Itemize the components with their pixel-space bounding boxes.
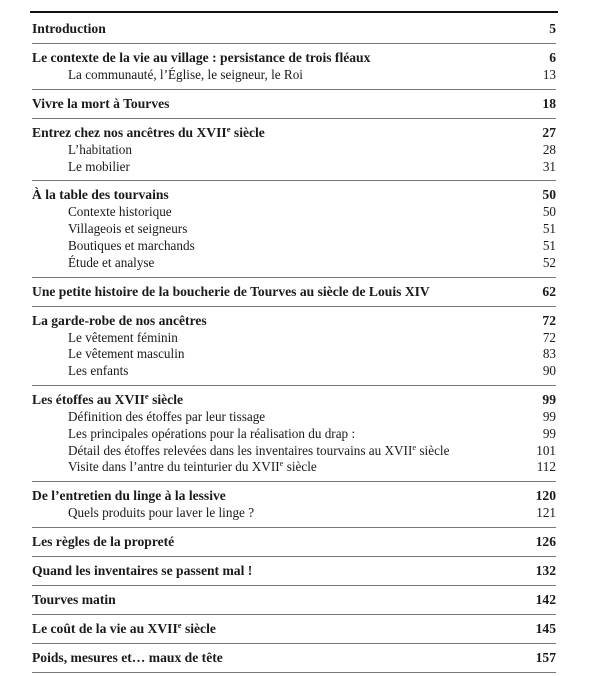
- subsection-title: [68, 204, 535, 221]
- toc-chapter-entry[interactable]: [32, 487, 556, 505]
- toc-subsection-entry[interactable]: [32, 159, 556, 176]
- entry-title-suffix: siècle: [416, 442, 450, 458]
- subsection-page-number: 101: [536, 442, 556, 458]
- toc-section: [32, 589, 556, 615]
- entry-title-text: À la table des tourvains: [32, 187, 169, 203]
- toc-subsection-entry[interactable]: [32, 409, 556, 426]
- toc-chapter-entry[interactable]: [32, 391, 556, 409]
- chapter-page-number: 5: [549, 21, 556, 36]
- toc-section: [32, 47, 556, 90]
- chapter-title: [32, 391, 534, 409]
- entry-title-text: Le vêtement masculin: [68, 346, 185, 362]
- chapter-title: [32, 49, 541, 67]
- chapter-title: [32, 620, 528, 638]
- superscript: e: [279, 458, 284, 469]
- toc-subsection-entry[interactable]: [32, 142, 556, 159]
- toc-subsection-entry[interactable]: [32, 459, 556, 476]
- toc-chapter-entry[interactable]: [32, 312, 556, 330]
- toc-chapter-entry[interactable]: [32, 283, 556, 301]
- toc-chapter-entry[interactable]: [32, 186, 556, 204]
- entry-title-text: Le coût de la vie au XVII: [32, 620, 178, 636]
- subsection-title: [68, 426, 535, 443]
- entry-title-text: Quels produits pour laver le linge ?: [68, 505, 255, 521]
- entry-title-text: Définition des étoffes par leur tissage: [68, 408, 266, 424]
- toc-chapter-entry[interactable]: [32, 562, 556, 580]
- toc-section: [32, 560, 556, 586]
- toc-chapter-entry[interactable]: [32, 49, 556, 67]
- subsection-page-number: 51: [542, 237, 556, 253]
- toc-section: [32, 647, 556, 673]
- subsection-page-number: 52: [542, 254, 556, 270]
- subsection-page-number: 51: [542, 221, 556, 237]
- subsection-title: [68, 159, 535, 176]
- chapter-page-number: 132: [535, 562, 556, 578]
- entry-title-text: Étude et analyse: [68, 254, 155, 270]
- toc-subsection-entry[interactable]: [32, 346, 556, 363]
- chapter-title: [32, 20, 541, 38]
- toc-section: [32, 389, 556, 482]
- chapter-page-number: 72: [542, 312, 556, 328]
- table-of-contents: [32, 18, 556, 676]
- toc-subsection-entry[interactable]: [32, 238, 556, 255]
- chapter-title: [32, 487, 528, 505]
- entry-title-text: Le mobilier: [68, 158, 130, 174]
- entry-title-text: Poids, mesures et… maux de tête: [32, 649, 223, 665]
- subsection-title: [68, 443, 528, 460]
- toc-subsection-entry[interactable]: [32, 204, 556, 221]
- toc-chapter-entry[interactable]: [32, 649, 556, 667]
- subsection-page-number: 90: [542, 363, 556, 379]
- toc-section: [32, 618, 556, 644]
- chapter-page-number: 18: [542, 95, 556, 111]
- toc-chapter-entry[interactable]: [32, 20, 556, 38]
- subsection-page-number: 112: [536, 459, 556, 475]
- subsection-page-number: 50: [542, 204, 556, 220]
- subsection-page-number: 83: [542, 346, 556, 362]
- subsection-title: [68, 142, 535, 159]
- toc-subsection-entry[interactable]: [32, 330, 556, 347]
- subsection-title: [68, 238, 535, 255]
- subsection-page-number: 72: [542, 329, 556, 345]
- entry-title-text: Détail des étoffes relevées dans les inventaires tourvains au XVII: [68, 442, 413, 458]
- subsection-page-number: 121: [536, 505, 556, 521]
- chapter-page-number: 6: [549, 50, 556, 65]
- entry-title-text: Introduction: [32, 21, 106, 36]
- toc-section: [32, 18, 556, 44]
- entry-title-text: L’habitation: [68, 141, 132, 157]
- subsection-page-number: 99: [542, 425, 556, 441]
- subsection-title: [68, 67, 535, 84]
- entry-title-suffix: siècle: [230, 124, 265, 140]
- chapter-title: [32, 312, 534, 330]
- entry-title-text: Boutiques et marchands: [68, 237, 195, 253]
- chapter-title: [32, 124, 534, 142]
- chapter-page-number: 126: [535, 533, 556, 549]
- entry-title-suffix: siècle: [283, 459, 317, 475]
- toc-chapter-entry[interactable]: [32, 95, 556, 113]
- toc-subsection-entry[interactable]: [32, 67, 556, 84]
- chapter-page-number: 120: [535, 488, 556, 504]
- toc-section: [32, 93, 556, 119]
- subsection-title: [68, 346, 535, 363]
- subsection-page-number: 31: [542, 158, 556, 174]
- toc-subsection-entry[interactable]: [32, 221, 556, 238]
- entry-title-text: Les principales opérations pour la réalisation du drap :: [68, 425, 356, 441]
- entry-title-text: Quand les inventaires se passent mal !: [32, 562, 253, 578]
- toc-section: [32, 531, 556, 557]
- subsection-title: [68, 409, 535, 426]
- toc-chapter-entry[interactable]: [32, 124, 556, 142]
- chapter-page-number: 50: [542, 187, 556, 203]
- entry-title-text: Visite dans l’antre du teinturier du XVII: [68, 459, 280, 475]
- toc-section: [32, 184, 556, 277]
- superscript: e: [144, 390, 149, 401]
- subsection-title: [68, 505, 528, 522]
- subsection-title: [68, 255, 535, 272]
- superscript: e: [412, 441, 417, 452]
- chapter-title: [32, 95, 534, 113]
- toc-chapter-entry[interactable]: [32, 533, 556, 551]
- entry-title-text: Entrez chez nos ancêtres du XVII: [32, 124, 227, 140]
- toc-section: [32, 122, 556, 182]
- chapter-page-number: 99: [542, 391, 556, 407]
- entry-title-text: Vivre la mort à Tourves: [32, 95, 170, 111]
- toc-section: [32, 281, 556, 307]
- entry-title-text: Les enfants: [68, 363, 129, 379]
- entry-title-text: Le contexte de la vie au village : persistance de trois fléaux: [32, 50, 371, 65]
- entry-title-suffix: siècle: [181, 620, 216, 636]
- toc-section: [32, 310, 556, 386]
- chapter-title: [32, 533, 528, 551]
- entry-title-text: Le vêtement féminin: [68, 329, 178, 345]
- chapter-page-number: 62: [542, 283, 556, 299]
- chapter-title: [32, 649, 528, 667]
- entry-title-text: Les règles de la propreté: [32, 533, 175, 549]
- entry-title-text: Villageois et seigneurs: [68, 221, 188, 237]
- chapter-title: [32, 562, 528, 580]
- chapter-page-number: 142: [535, 591, 556, 607]
- subsection-page-number: 99: [542, 408, 556, 424]
- chapter-title: [32, 186, 534, 204]
- subsection-title: [68, 330, 535, 347]
- superscript: e: [226, 123, 231, 134]
- chapter-page-number: 145: [535, 620, 556, 636]
- entry-title-text: De l’entretien du linge à la lessive: [32, 488, 226, 504]
- entry-title-text: Une petite histoire de la boucherie de Tourves au siècle de Louis XIV: [32, 283, 430, 299]
- top-rule: [30, 11, 558, 13]
- entry-title-suffix: siècle: [148, 391, 184, 407]
- toc-chapter-entry[interactable]: [32, 620, 556, 638]
- subsection-page-number: 28: [542, 141, 556, 157]
- entry-title-text: La garde-robe de nos ancêtres: [32, 312, 207, 328]
- toc-subsection-entry[interactable]: [32, 426, 556, 443]
- entry-title-text: Tourves matin: [32, 591, 116, 607]
- chapter-page-number: 27: [542, 124, 556, 140]
- toc-subsection-entry[interactable]: [32, 505, 556, 522]
- subsection-title: [68, 363, 535, 380]
- chapter-page-number: 157: [535, 649, 556, 665]
- subsection-page-number: 13: [542, 67, 556, 82]
- entry-title-text: La communauté, l’Église, le seigneur, le Roi: [68, 67, 303, 82]
- toc-section: [32, 485, 556, 528]
- toc-subsection-entry[interactable]: [32, 255, 556, 272]
- entry-title-text: Les étoffes au XVII: [32, 391, 145, 407]
- subsection-title: [68, 221, 535, 238]
- superscript: e: [177, 619, 182, 630]
- toc-subsection-entry[interactable]: [32, 363, 556, 380]
- entry-title-text: Contexte historique: [68, 204, 172, 220]
- toc-subsection-entry[interactable]: [32, 443, 556, 460]
- subsection-title: [68, 459, 529, 476]
- chapter-title: [32, 283, 534, 301]
